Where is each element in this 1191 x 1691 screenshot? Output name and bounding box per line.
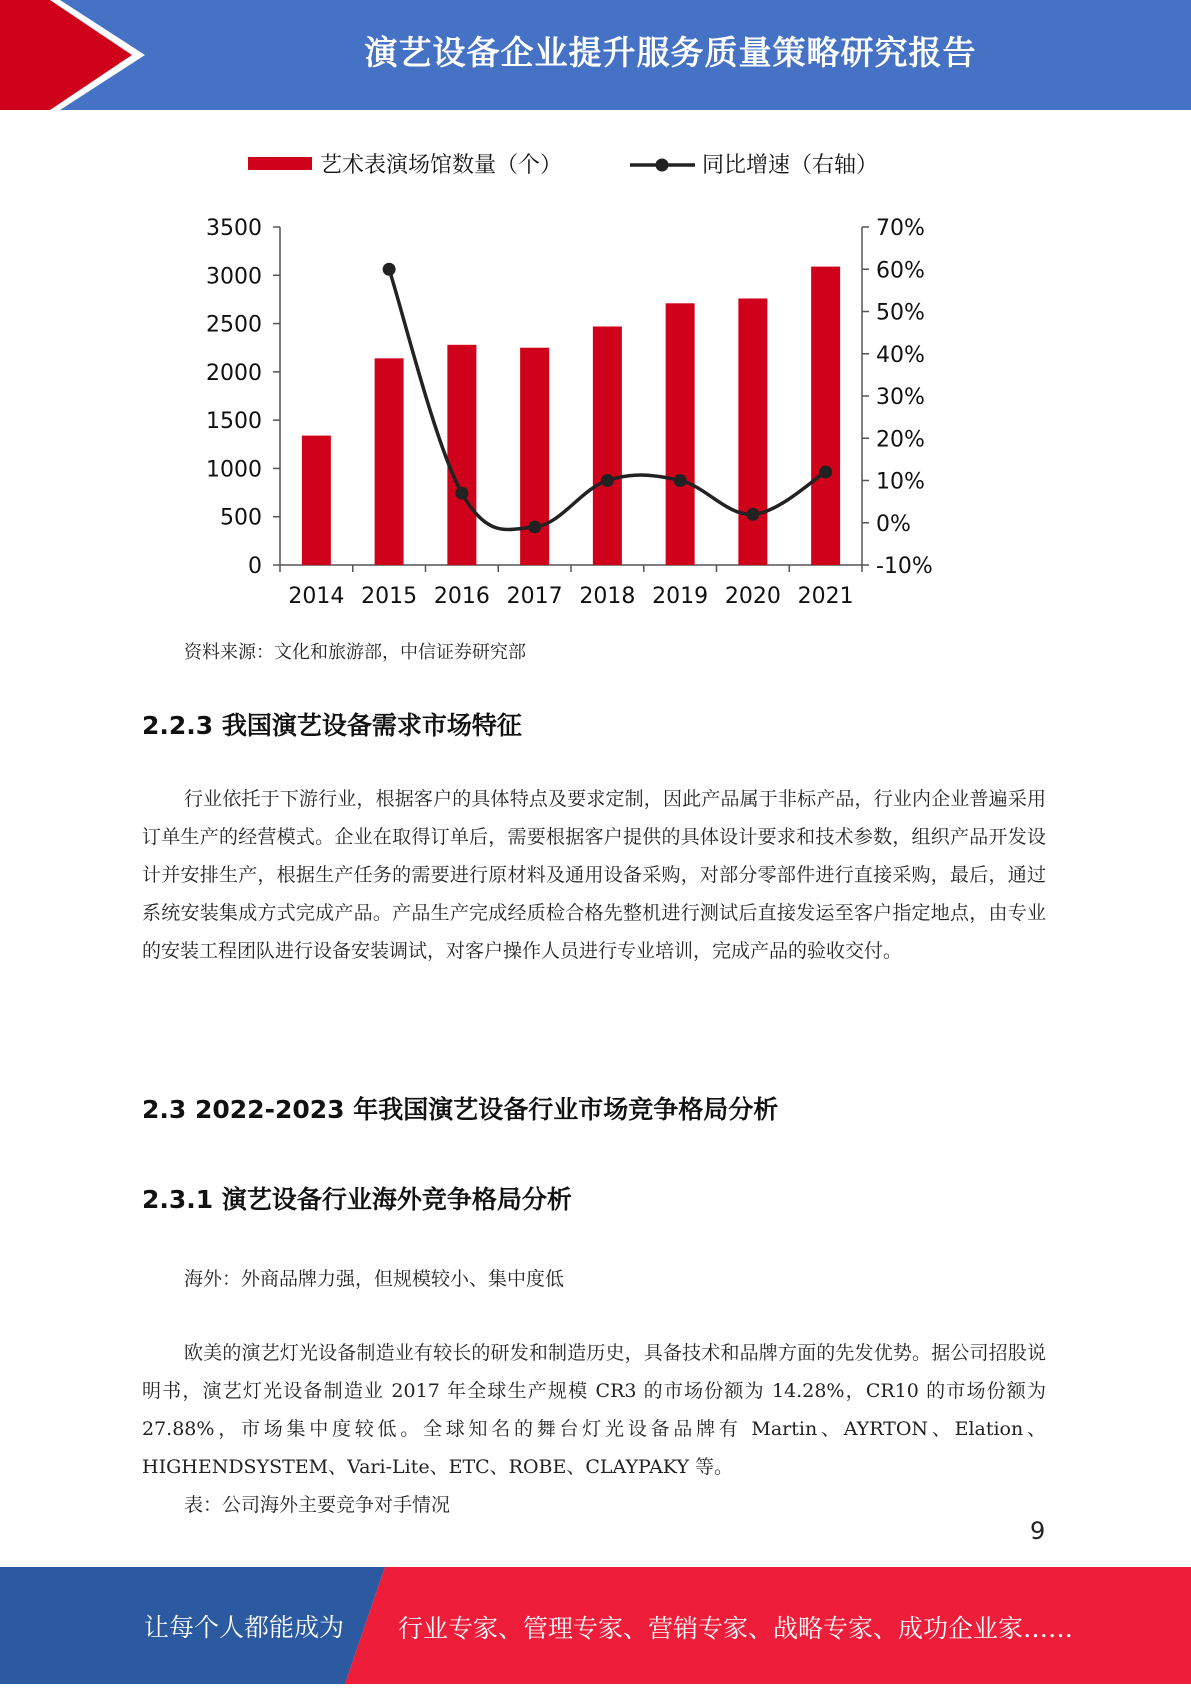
x-tick-label: 2015 bbox=[361, 584, 418, 609]
legend-line-label: 同比增速（右轴） bbox=[702, 153, 879, 178]
right-tick-label: 0% bbox=[876, 511, 911, 537]
bar-2018 bbox=[593, 326, 622, 565]
x-tick-label: 2019 bbox=[652, 584, 709, 609]
right-tick-label: -10% bbox=[876, 554, 933, 579]
section-heading-2-3: 2.3 2022-2023 年我国演艺设备行业市场竞争格局分析 bbox=[142, 1095, 779, 1124]
right-tick-label: 10% bbox=[876, 469, 925, 495]
x-tick-label: 2016 bbox=[433, 584, 490, 609]
left-tick-label: 3500 bbox=[206, 216, 262, 241]
growth-rate-point bbox=[383, 263, 396, 276]
growth-rate-point bbox=[528, 520, 541, 533]
growth-rate-point bbox=[746, 508, 759, 521]
right-tick-label: 70% bbox=[876, 216, 925, 241]
legend-bar-swatch bbox=[248, 157, 312, 170]
right-tick-label: 50% bbox=[876, 300, 925, 326]
right-tick-label: 30% bbox=[876, 385, 925, 410]
section-2-3-1-paragraph: 欧美的演艺灯光设备制造业有较长的研发和制造历史，具备技术和品牌方面的先发优势。据公司招股说明书，演艺灯光设备制造业 2017 年全球生产规模 CR3 的市场份额为 14.28%，CR10 的市场份额为 27.88%，市场集中度较低。全球知名的舞台灯光设备品牌有 Martin、AYRTON、Elation、HIGHENDSYSTEM、Vari-Lite、ETC、ROBE、CLAYPAKY 等。 bbox=[142, 1342, 1046, 1478]
left-tick-label: 2000 bbox=[206, 360, 262, 386]
chart-canvas bbox=[190, 140, 970, 620]
footer-slogan-lead: 让每个人都能成为 bbox=[144, 1613, 345, 1642]
left-tick-label: 500 bbox=[220, 505, 262, 531]
footer-band bbox=[0, 1567, 1191, 1684]
header-band bbox=[0, 0, 1191, 110]
x-tick-label: 2020 bbox=[724, 584, 781, 609]
page-number: 9 bbox=[1030, 1517, 1046, 1545]
legend-bar-label: 艺术表演场馆数量（个） bbox=[320, 153, 563, 178]
bar-2015 bbox=[375, 358, 404, 565]
bar-2016 bbox=[447, 345, 476, 565]
left-tick-label: 3000 bbox=[206, 264, 262, 290]
growth-rate-point bbox=[455, 487, 468, 500]
report-title: 演艺设备企业提升服务质量策略研究报告 bbox=[364, 33, 977, 72]
right-tick-label: 40% bbox=[876, 342, 925, 368]
growth-rate-point bbox=[674, 474, 687, 487]
header-chevron-decoration bbox=[0, 0, 160, 110]
bar-2021 bbox=[811, 267, 840, 565]
section-heading-2-2-3: 2.2.3 我国演艺设备需求市场特征 bbox=[142, 711, 522, 740]
left-tick-label: 0 bbox=[248, 554, 262, 579]
right-tick-label: 20% bbox=[876, 427, 925, 453]
venue-count-chart bbox=[190, 140, 970, 620]
section-heading-2-3-1: 2.3.1 演艺设备行业海外竞争格局分析 bbox=[142, 1185, 572, 1214]
section-2-2-3-paragraph: 行业依托于下游行业，根据客户的具体特点及要求定制，因此产品属于非标产品，行业内企业普遍采用订单生产的经营模式。企业在取得订单后，需要根据客户提供的具体设计要求和技术参数，组织产品开发设计并安排生产，根据生产任务的需要进行原材料及通用设备采购，对部分零部件进行直接采购，最后，通过系统安装集成方式完成产品。产品生产完成经质检合格先整机进行测试后直接发运至客户指定地点，由专业的安装工程团队进行设备安装调试，对客户操作人员进行专业培训，完成产品的验收交付。 bbox=[142, 788, 1046, 962]
right-tick-label: 60% bbox=[876, 258, 925, 284]
section-2-3-1-subtitle: 海外：外商品牌力强，但规模较小、集中度低 bbox=[184, 1268, 565, 1290]
x-tick-label: 2014 bbox=[288, 584, 345, 609]
left-tick-label: 1000 bbox=[206, 457, 262, 483]
x-tick-label: 2018 bbox=[579, 584, 636, 609]
bar-2019 bbox=[666, 303, 695, 565]
chart-source-note: 资料来源：文化和旅游部，中信证券研究部 bbox=[184, 642, 526, 663]
x-tick-label: 2021 bbox=[797, 584, 854, 609]
table-caption: 表：公司海外主要竞争对手情况 bbox=[184, 1494, 451, 1516]
bar-2020 bbox=[738, 298, 767, 565]
growth-rate-point bbox=[819, 466, 832, 479]
x-tick-label: 2017 bbox=[506, 584, 563, 609]
left-tick-label: 2500 bbox=[206, 312, 262, 338]
growth-rate-point bbox=[601, 474, 614, 487]
legend-line-marker bbox=[656, 159, 669, 172]
left-tick-label: 1500 bbox=[206, 409, 262, 435]
footer-slogan-roles: 行业专家、管理专家、营销专家、战略专家、成功企业家…… bbox=[398, 1614, 1074, 1643]
bar-2014 bbox=[302, 436, 331, 565]
